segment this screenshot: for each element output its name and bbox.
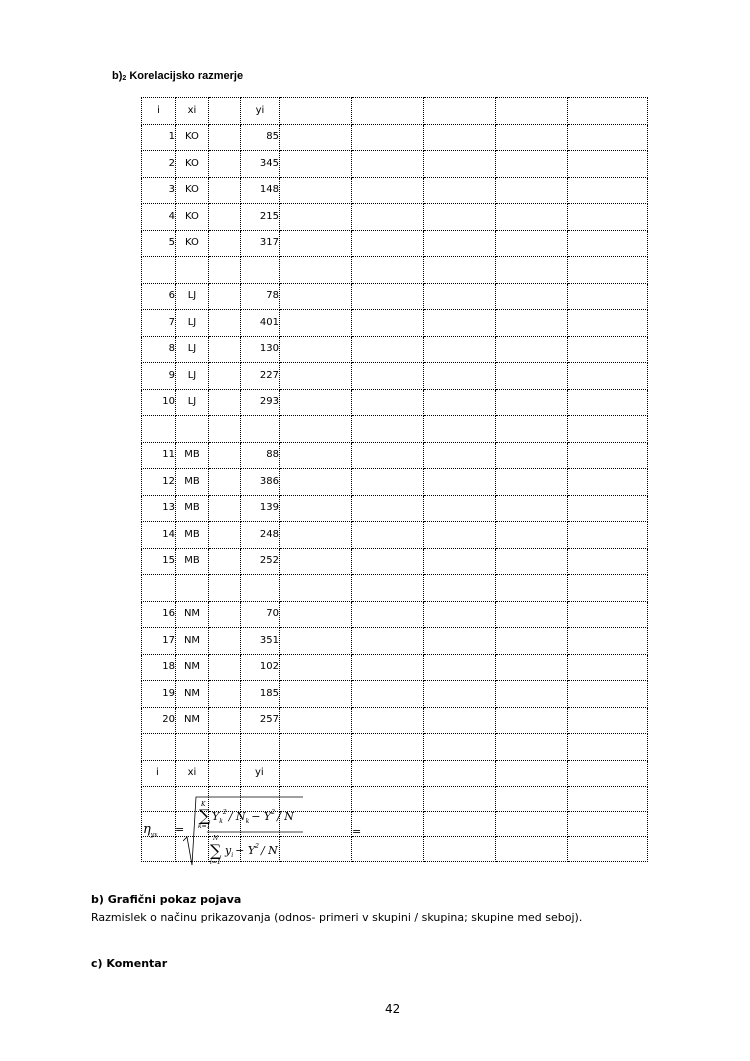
cell-empty (424, 548, 496, 575)
table-spacer-row (142, 257, 648, 284)
cell-empty (209, 760, 241, 787)
cell-empty (352, 654, 424, 681)
table-row (142, 495, 648, 522)
denominator-sum-icon: ∑ (210, 841, 222, 860)
cell-i: 13 (142, 495, 176, 522)
correlation-ratio-formula (183, 793, 308, 869)
cell-empty (496, 363, 568, 390)
cell-empty (568, 177, 648, 204)
cell-empty (496, 628, 568, 655)
page-number: 42 (385, 1002, 401, 1016)
cell-empty (209, 151, 241, 178)
cell-empty (280, 760, 352, 787)
cell-empty (568, 837, 648, 862)
cell-empty (352, 837, 424, 862)
cell-empty (496, 124, 568, 151)
cell-xi: LJ (176, 363, 209, 390)
cell-empty (568, 601, 648, 628)
cell-empty (280, 734, 352, 761)
cell-empty (568, 681, 648, 708)
table-row (142, 283, 648, 310)
cell-empty (424, 363, 496, 390)
cell-empty (352, 681, 424, 708)
cell-xi: KO (176, 204, 209, 231)
cell-empty (209, 283, 241, 310)
cell-empty (424, 283, 496, 310)
cell-empty (568, 575, 648, 602)
table-row (142, 124, 648, 151)
cell-empty (209, 257, 241, 284)
cell-yi: 215 (241, 204, 280, 231)
cell-empty (209, 204, 241, 231)
cell-empty (496, 654, 568, 681)
cell-empty (568, 151, 648, 178)
section-c-title: c) Komentar (91, 957, 168, 970)
cell-empty (280, 495, 352, 522)
cell-empty (280, 416, 352, 443)
cell-empty (496, 204, 568, 231)
cell-xi: MB (176, 469, 209, 496)
cell-empty (209, 628, 241, 655)
cell-xi: KO (176, 151, 209, 178)
cell-empty (568, 416, 648, 443)
cell-i: 1 (142, 124, 176, 151)
cell-xi: xi (176, 98, 209, 125)
cell-empty (568, 495, 648, 522)
cell-empty (568, 469, 648, 496)
cell-yi: 102 (241, 654, 280, 681)
cell-xi: NM (176, 628, 209, 655)
cell-empty (280, 124, 352, 151)
cell-empty (209, 681, 241, 708)
section-heading: $b)_2$ Korelacijsko razmerje (112, 70, 244, 82)
cell-xi (176, 575, 209, 602)
cell-xi (176, 416, 209, 443)
cell-empty (424, 787, 496, 812)
cell-empty (496, 230, 568, 257)
cell-empty (352, 787, 424, 812)
cell-empty (352, 575, 424, 602)
cell-empty (280, 310, 352, 337)
cell-empty (496, 548, 568, 575)
cell-yi: 252 (241, 548, 280, 575)
cell-yi: 317 (241, 230, 280, 257)
cell-yi: yi (241, 98, 280, 125)
cell-yi (241, 416, 280, 443)
cell-empty (280, 548, 352, 575)
cell-empty (496, 601, 568, 628)
cell-empty (209, 734, 241, 761)
cell-yi: 257 (241, 707, 280, 734)
cell-empty (280, 177, 352, 204)
cell-i: i (142, 760, 176, 787)
cell-empty (280, 98, 352, 125)
cell-yi (241, 734, 280, 761)
cell-empty (352, 522, 424, 549)
cell-empty (280, 442, 352, 469)
cell-empty (496, 495, 568, 522)
table-footer-row (142, 760, 648, 787)
table-row (142, 681, 648, 708)
cell-empty (209, 98, 241, 125)
table-row (142, 628, 648, 655)
cell-empty (568, 124, 648, 151)
denominator-sum-lower: i=1 (210, 859, 221, 866)
cell-empty (424, 124, 496, 151)
cell-empty (496, 707, 568, 734)
cell-empty (352, 124, 424, 151)
cell-empty (424, 469, 496, 496)
table-row (142, 707, 648, 734)
cell-empty (568, 628, 648, 655)
cell-i: 14 (142, 522, 176, 549)
cell-empty (352, 707, 424, 734)
cell-empty (352, 469, 424, 496)
cell-empty (496, 442, 568, 469)
table-row (142, 601, 648, 628)
cell-empty (496, 310, 568, 337)
cell-i: 18 (142, 654, 176, 681)
cell-empty (424, 442, 496, 469)
cell-empty (209, 389, 241, 416)
cell-empty (280, 654, 352, 681)
table-row (142, 151, 648, 178)
table-row (142, 310, 648, 337)
cell-xi: NM (176, 681, 209, 708)
cell-empty (352, 548, 424, 575)
cell-empty (352, 204, 424, 231)
table-row (142, 177, 648, 204)
cell-empty (424, 734, 496, 761)
cell-empty (424, 495, 496, 522)
cell-i: 4 (142, 204, 176, 231)
cell-empty (424, 601, 496, 628)
table-row (142, 363, 648, 390)
cell-empty (209, 416, 241, 443)
cell-yi: 386 (241, 469, 280, 496)
cell-empty (352, 177, 424, 204)
cell-empty (568, 548, 648, 575)
cell-empty (496, 787, 568, 812)
cell-empty (352, 363, 424, 390)
cell-xi: MB (176, 442, 209, 469)
formula-equals: = (175, 823, 185, 836)
table-spacer-row (142, 416, 648, 443)
cell-empty (424, 681, 496, 708)
cell-i: 9 (142, 363, 176, 390)
cell-empty (568, 389, 648, 416)
cell-yi: 185 (241, 681, 280, 708)
cell-empty (352, 310, 424, 337)
data-table (141, 97, 648, 862)
cell-xi: LJ (176, 336, 209, 363)
cell-empty (280, 628, 352, 655)
cell-xi: NM (176, 654, 209, 681)
cell-xi: xi (176, 760, 209, 787)
cell-i: 11 (142, 442, 176, 469)
cell-empty (209, 363, 241, 390)
cell-empty (568, 98, 648, 125)
cell-empty (209, 469, 241, 496)
table-spacer-row (142, 734, 648, 761)
cell-empty (496, 760, 568, 787)
cell-empty (424, 204, 496, 231)
cell-i (142, 734, 176, 761)
eta-symbol: $\eta_{yx}$ (143, 822, 158, 839)
cell-empty (280, 575, 352, 602)
cell-empty (496, 812, 568, 837)
cell-empty (496, 681, 568, 708)
cell-empty (280, 230, 352, 257)
cell-empty (209, 495, 241, 522)
cell-empty (352, 442, 424, 469)
cell-empty (280, 469, 352, 496)
cell-yi: 248 (241, 522, 280, 549)
cell-i: i (142, 98, 176, 125)
cell-empty (568, 812, 648, 837)
cell-i: 19 (142, 681, 176, 708)
numerator-sum-upper: K (201, 801, 206, 808)
cell-xi: MB (176, 548, 209, 575)
cell-i: 17 (142, 628, 176, 655)
cell-empty (568, 760, 648, 787)
cell-empty (424, 416, 496, 443)
cell-empty (280, 336, 352, 363)
cell-i: 8 (142, 336, 176, 363)
cell-empty (424, 177, 496, 204)
table-row (142, 389, 648, 416)
cell-empty (352, 336, 424, 363)
table-row (142, 522, 648, 549)
cell-xi: NM (176, 601, 209, 628)
section-b-text: Razmislek o načinu prikazovanja (odnos- primeri v skupini / skupina; skupine med seboj). (91, 911, 583, 924)
cell-yi: yi (241, 760, 280, 787)
table-row (142, 336, 648, 363)
cell-empty (424, 336, 496, 363)
cell-empty (568, 310, 648, 337)
cell-i: 5 (142, 230, 176, 257)
cell-empty (209, 336, 241, 363)
cell-i (142, 787, 176, 812)
cell-empty (209, 177, 241, 204)
cell-xi: LJ (176, 283, 209, 310)
cell-i: 6 (142, 283, 176, 310)
cell-empty (496, 522, 568, 549)
cell-yi: 130 (241, 336, 280, 363)
cell-empty (424, 98, 496, 125)
cell-xi: LJ (176, 389, 209, 416)
cell-empty (568, 283, 648, 310)
cell-i (142, 257, 176, 284)
cell-empty (280, 707, 352, 734)
denominator-expression: $y_i - Y^2 / N$ (225, 843, 278, 859)
cell-empty (568, 654, 648, 681)
cell-empty (280, 204, 352, 231)
cell-empty (568, 787, 648, 812)
cell-empty (352, 601, 424, 628)
cell-empty (209, 230, 241, 257)
cell-i: 20 (142, 707, 176, 734)
cell-xi (176, 734, 209, 761)
cell-xi (176, 257, 209, 284)
cell-empty (352, 760, 424, 787)
cell-xi: LJ (176, 310, 209, 337)
cell-xi: MB (176, 522, 209, 549)
cell-empty (496, 416, 568, 443)
cell-empty (424, 151, 496, 178)
cell-empty (568, 707, 648, 734)
cell-i: 7 (142, 310, 176, 337)
cell-yi: 351 (241, 628, 280, 655)
cell-empty (352, 98, 424, 125)
cell-xi: MB (176, 495, 209, 522)
cell-xi: KO (176, 230, 209, 257)
cell-yi: 70 (241, 601, 280, 628)
cell-empty (209, 310, 241, 337)
cell-empty (424, 575, 496, 602)
table-row (142, 469, 648, 496)
cell-empty (280, 522, 352, 549)
cell-empty (280, 283, 352, 310)
cell-empty (352, 257, 424, 284)
cell-empty (424, 389, 496, 416)
cell-empty (496, 469, 568, 496)
cell-empty (568, 442, 648, 469)
numerator-expression: $Y_k^2 / N_k - Y^2 / N$ (212, 809, 294, 825)
cell-xi: NM (176, 707, 209, 734)
cell-empty (424, 837, 496, 862)
cell-empty (280, 151, 352, 178)
cell-empty (496, 283, 568, 310)
cell-empty (209, 442, 241, 469)
table-spacer-row (142, 575, 648, 602)
cell-xi: KO (176, 177, 209, 204)
table-row (142, 654, 648, 681)
cell-empty (352, 628, 424, 655)
cell-empty (352, 812, 424, 837)
cell-empty (568, 336, 648, 363)
cell-empty (568, 522, 648, 549)
cell-empty (496, 734, 568, 761)
cell-i: 16 (142, 601, 176, 628)
cell-empty (424, 522, 496, 549)
cell-i: 15 (142, 548, 176, 575)
cell-empty (352, 734, 424, 761)
cell-yi: 227 (241, 363, 280, 390)
cell-empty (424, 310, 496, 337)
cell-empty (280, 389, 352, 416)
cell-empty (352, 495, 424, 522)
cell-empty (424, 760, 496, 787)
cell-empty (496, 837, 568, 862)
cell-empty (496, 336, 568, 363)
cell-empty (280, 601, 352, 628)
table-row (142, 204, 648, 231)
table-row (142, 442, 648, 469)
cell-empty (496, 151, 568, 178)
table-row (142, 230, 648, 257)
cell-empty (568, 363, 648, 390)
cell-empty (209, 654, 241, 681)
cell-empty (280, 257, 352, 284)
cell-empty (424, 230, 496, 257)
cell-empty (424, 707, 496, 734)
cell-i: 3 (142, 177, 176, 204)
cell-yi (241, 257, 280, 284)
cell-empty (280, 363, 352, 390)
cell-empty (209, 124, 241, 151)
cell-empty (496, 98, 568, 125)
cell-empty (280, 681, 352, 708)
cell-empty (352, 283, 424, 310)
numerator-sum-icon: ∑ (199, 806, 211, 825)
cell-i: 12 (142, 469, 176, 496)
cell-empty (496, 257, 568, 284)
cell-empty (352, 230, 424, 257)
cell-empty (496, 575, 568, 602)
section-b-title: b) Grafični pokaz pojava (91, 893, 242, 906)
cell-empty (424, 257, 496, 284)
cell-i (142, 837, 176, 862)
cell-empty (568, 204, 648, 231)
table-row (142, 548, 648, 575)
cell-yi: 139 (241, 495, 280, 522)
cell-empty (209, 548, 241, 575)
cell-empty (352, 151, 424, 178)
cell-yi: 345 (241, 151, 280, 178)
cell-empty (209, 707, 241, 734)
cell-empty (352, 389, 424, 416)
result-equals: = (352, 825, 362, 838)
cell-i (142, 575, 176, 602)
cell-yi: 88 (241, 442, 280, 469)
cell-i: 2 (142, 151, 176, 178)
cell-i: 10 (142, 389, 176, 416)
numerator-sum-lower: k=1 (198, 823, 211, 830)
cell-yi: 148 (241, 177, 280, 204)
table-header-row (142, 98, 648, 125)
cell-xi: KO (176, 124, 209, 151)
cell-empty (496, 389, 568, 416)
cell-yi: 85 (241, 124, 280, 151)
cell-empty (496, 177, 568, 204)
cell-empty (424, 628, 496, 655)
cell-empty (209, 522, 241, 549)
cell-yi: 293 (241, 389, 280, 416)
cell-empty (424, 812, 496, 837)
cell-yi: 78 (241, 283, 280, 310)
cell-empty (568, 230, 648, 257)
cell-yi (241, 575, 280, 602)
cell-yi: 401 (241, 310, 280, 337)
cell-empty (209, 601, 241, 628)
cell-i (142, 416, 176, 443)
denominator-sum-upper: N (213, 835, 219, 842)
cell-empty (568, 734, 648, 761)
cell-empty (568, 257, 648, 284)
cell-empty (424, 654, 496, 681)
cell-empty (352, 416, 424, 443)
cell-empty (209, 575, 241, 602)
